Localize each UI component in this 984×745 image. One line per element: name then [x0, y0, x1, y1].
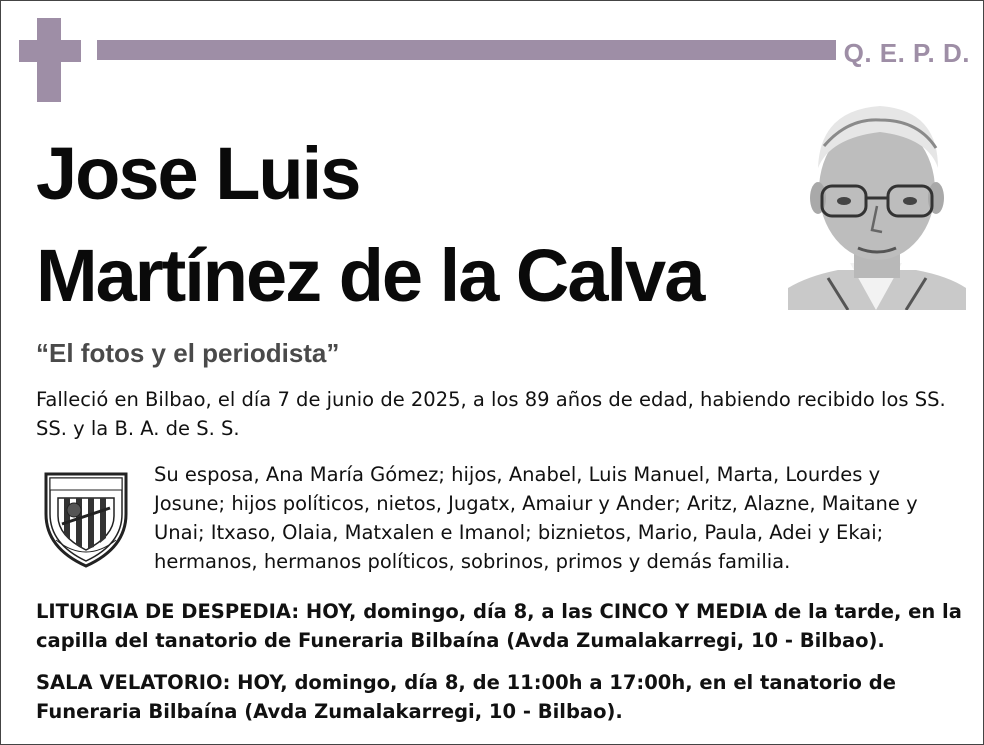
- liturgy-text: LITURGIA DE DESPEDIA: HOY, domingo, día 8, a las CINCO Y MEDIA de la tarde, en la capilla del tanatorio de Funeraria Bilbaína (Avda Zumalakarregi, 10 - Bilbao).: [36, 600, 962, 652]
- header-rule: [97, 40, 836, 60]
- deceased-name-line1: Jose Luis: [36, 132, 360, 215]
- deceased-name-line2: Martínez de la Calva: [36, 234, 704, 317]
- athletic-club-crest-logo: [40, 468, 132, 568]
- deceased-portrait: [788, 98, 966, 310]
- cross-icon-bar: [19, 40, 81, 62]
- death-notice-text: Falleció en Bilbao, el día 7 de junio de 2025, a los 89 años de edad, habiendo recibido los SS. SS. y la B. A. de S. S.: [36, 388, 946, 440]
- family-text: Su esposa, Ana María Gómez; hijos, Anabel, Luis Manuel, Marta, Lourdes y Josune; hijos políticos, nietos, Jugatx, Amaiur y Ander; Aritz, Alazne, Maitane y Unai; Itxaso, Olaia, Matxalen e Imanol; biznietos, Mario, Paula, Adei y Ekai; hermanos, hermanos políticos, sobrinos, primos y demás familia.: [154, 463, 918, 573]
- deceased-nickname: “El fotos y el periodista”: [36, 338, 340, 368]
- qepd-label: Q. E. P. D.: [843, 38, 970, 68]
- wake-text: SALA VELATORIO: HOY, domingo, día 8, de 11:00h a 17:00h, en el tanatorio de Funeraria Bilbaína (Avda Zumalakarregi, 10 - Bilbao).: [36, 671, 896, 723]
